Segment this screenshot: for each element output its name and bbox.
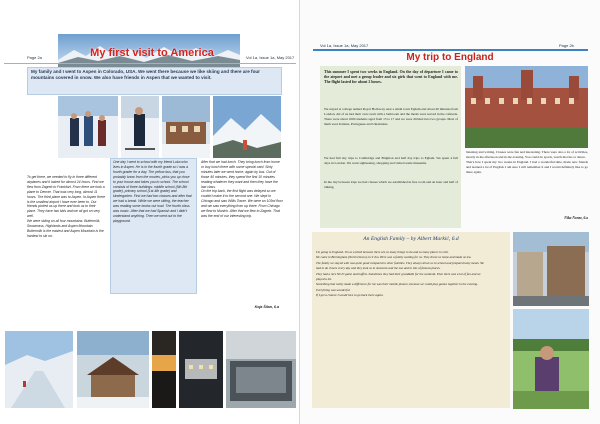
article-title: My first visit to America xyxy=(90,47,214,59)
street-photo xyxy=(513,232,589,306)
tower-view-photo xyxy=(226,331,296,408)
skier-photo xyxy=(121,96,159,158)
author-signature: Nika Nonez, 6.a xyxy=(564,216,588,220)
right-page xyxy=(300,0,600,424)
header-rule xyxy=(313,49,588,51)
aspen-town-photo xyxy=(162,96,210,158)
college-photo xyxy=(465,66,588,148)
family-article-title: An English Family – by Albert Markić, 6.d xyxy=(363,236,459,242)
page-number: Page 2a xyxy=(27,55,42,60)
article-column-2: One day I went to school with my friend Luka who lives in Aspen. He is in the fourth grade so I was a fourth grader for a day. The yellow bus, that you probably know from the movies, picks you up close to your house and takes you to school. The school consists of three buildings: middle school (5th-8th grade), primary school (1st-4th grade) and kindergarten. First we had two classes and after that we had a break. While we were sitting, the teacher was reading some books out loud. The fourth class was music. After that we had Spanish and I didn't understand anything. Then we went out to the playground. xyxy=(113,160,192,223)
article-intro: This summer I spent two weeks in England. On the day of departure I came to the airport and met a group leader and six girls that went to England with me. The flight lasted for about 2 hours. xyxy=(324,70,458,84)
mountain-photo xyxy=(213,96,281,158)
page-number: Page 2b xyxy=(559,43,574,48)
night-view-photo xyxy=(179,331,223,408)
author-signature: Koja Šilan, 6.a xyxy=(254,305,279,309)
intro-text: My family and I went to Aspen in Colorado, USA. We went there because we like skiing and there are four mountains covered in snow. We also have friends in Aspen that we wanted to visit. xyxy=(31,69,260,80)
article-column-3: After that we had lunch. They bring lunch from home or buy lunch there with some special card. Sixty minutes later we went home, again by bus. Out of those 40 minutes, they spend the first 10 minutes reading whatever they want and then they have the last class. On the trip back, the first flight was delayed so we couldn't make it to the second one. We slept in Chicago and saw Willis Tower. We were on 103rd floor and we saw everything from up there. From Chicago we flew to Munich. After that we flew to Zagreb. That was the end of our interesting trip. xyxy=(201,160,283,218)
article-paragraph-1: We stayed at college named Royal Holloway near a small town Egham and about 40 minutes from London. All of us had their own room with a bathroom and the meals were served in the cafeteria. There were about 1000 students aged from 13 to 17 and we were divided into two groups. Most of them were Italians, Portuguese and Ukrainians. xyxy=(324,107,458,126)
header-rule xyxy=(4,63,296,64)
family-article-body: I'm going to England. I'm so excited because there are so many things to do and so many places to visit. We came to Birmingham (North Devon) on 9 Jun. Here was a family waiting for us. They drove us home and made us tea. The family we stayed with was quite good compared to other families. They always drove us to school and prepared tasty meals. We had to do chores every day and they took us to museums and the zoo and to lots of famous places. They had a nice Wi-Fi game and buffets. Sometimes they had their grandkids for the weekend. Then there was a lot of fun and we played a lot. Something that really made a difference for me was their mobile phones, because we could play games together in the evening. Everything was wonderful. If I get a chance I would love to go back there again. xyxy=(316,250,484,298)
family-snow-photo xyxy=(58,96,118,158)
issue-label: Vol 1a, Issue 1a, May 2017 xyxy=(246,55,295,60)
lodge-photo xyxy=(77,331,149,408)
article-column-1: To get there, we needed to fly in three different airplanes and it lasted for almost 24 hours. First we flew from Zagreb to Frankfurt. From there we took a plane to Denver. That was very long, almost 11 hours. The third plane was to Aspen. In Aspen there is the smallest airport I have ever been to. Our friends picked us up there and took us to their place. They have two kids and we all got on very well. We were skiing on all four mountains: Buttermilk, Snowmass, Highlands and Aspen Mountain. Buttermilk is the easiest and Aspen Mountain is the hardest to ski on. xyxy=(27,175,105,238)
article-paragraph-3: In the day between trips we had classes which we established in free room and an hour and half of talking, xyxy=(324,180,458,189)
article-paragraph-2: We had full day trips to Cambridge and Brighton and half day trips to Egham. We spent 4 full days in London. We went sightseeing, shopping and visited some museums. xyxy=(324,156,458,165)
girl-outdoor-photo xyxy=(513,309,589,409)
ski-slope-photo xyxy=(5,331,73,408)
issue-label: Vol 1a, Issue 1a, May 2017 xyxy=(320,43,369,48)
article-column-2: listening and writing. Classes were fun and interesting. There were also a lot of activities, mostly in the afternoon and in the evening. You could do sports, watch movies or dance. That's how I spent my two weeks in England. I had a wonderful time, made new friends and learned a lot of English. I am sure I will remember it and I would definitely like to go there again. xyxy=(466,150,588,174)
article-title: My trip to England xyxy=(406,52,494,63)
sunset-photo xyxy=(152,331,176,408)
